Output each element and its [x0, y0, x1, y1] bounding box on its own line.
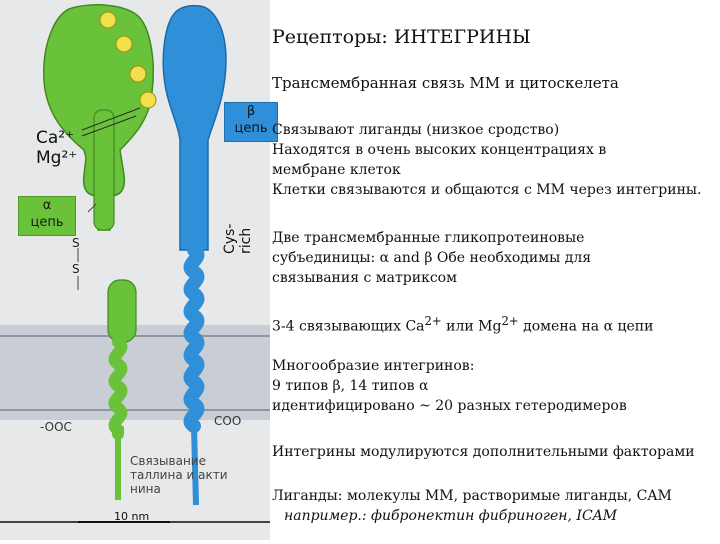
- subtitle: Трансмембранная связь ММ и цитоскелета: [272, 74, 619, 92]
- modulation-line: Интегрины модулируются дополнительными факторами: [272, 444, 695, 460]
- scale-bar-label: 10 nm: [114, 510, 150, 523]
- binding-note: Связывание таллина и акти нина: [130, 454, 228, 496]
- diversity-heading: Многообразие интегринов:: [272, 358, 475, 374]
- alpha-chain-label: α цепь: [18, 196, 76, 236]
- beta-chain-label: β цепь: [224, 102, 278, 142]
- beta-symbol: β: [332, 378, 341, 394]
- beta-symbol: β: [424, 250, 433, 266]
- beta-c-terminus: COO: [214, 414, 242, 428]
- disulfide-s-label: S: [72, 236, 80, 250]
- features-block: [272, 120, 702, 200]
- feature-line: мембране клеток: [272, 162, 401, 178]
- ligands-line: Лиганды: молекулы ММ, растворимые лиганды, CAM: [272, 488, 672, 504]
- alpha-c-terminus: -OOC: [40, 420, 72, 434]
- cys-rich-label: Cys-rich: [222, 223, 254, 254]
- cell-membrane: [0, 325, 270, 420]
- calcium-label: Ca²⁺: [36, 128, 75, 148]
- alpha-symbol: α: [379, 250, 390, 266]
- diversity-block: Многообразие интегринов: 9 типов β, 14 типов α идентифицировано ~ 20 разных гетеродимеров: [272, 358, 627, 414]
- feature-line: Связывают лиганды (низкое сродство): [272, 122, 560, 138]
- magnesium-label: Mg²⁺: [36, 148, 78, 168]
- feature-line: Клетки связываются и общаются с ММ через интегрины.: [272, 182, 702, 198]
- alpha-symbol: α: [418, 378, 429, 394]
- disulfide-s-label: S: [72, 262, 80, 276]
- alpha-symbol: α: [603, 318, 614, 335]
- ion-label: [36, 128, 77, 168]
- subunits-block: Две трансмембранные гликопротеиновые субъединицы: α and β Обе необходимы для связывания с матриксом: [272, 230, 592, 286]
- integrin-diagram: [0, 0, 270, 540]
- binding-domains-line: 3-4 связывающих $Ca^{2+}$ или $Mg^{2+}$ домена на α цепи: [272, 314, 654, 335]
- ligands-example: например.: фибронектин фибриноген, ICAM: [284, 508, 618, 524]
- slide-title: Рецепторы: ИНТЕГРИНЫ: [272, 26, 531, 48]
- feature-line: Находятся в очень высоких концентрациях в: [272, 142, 607, 158]
